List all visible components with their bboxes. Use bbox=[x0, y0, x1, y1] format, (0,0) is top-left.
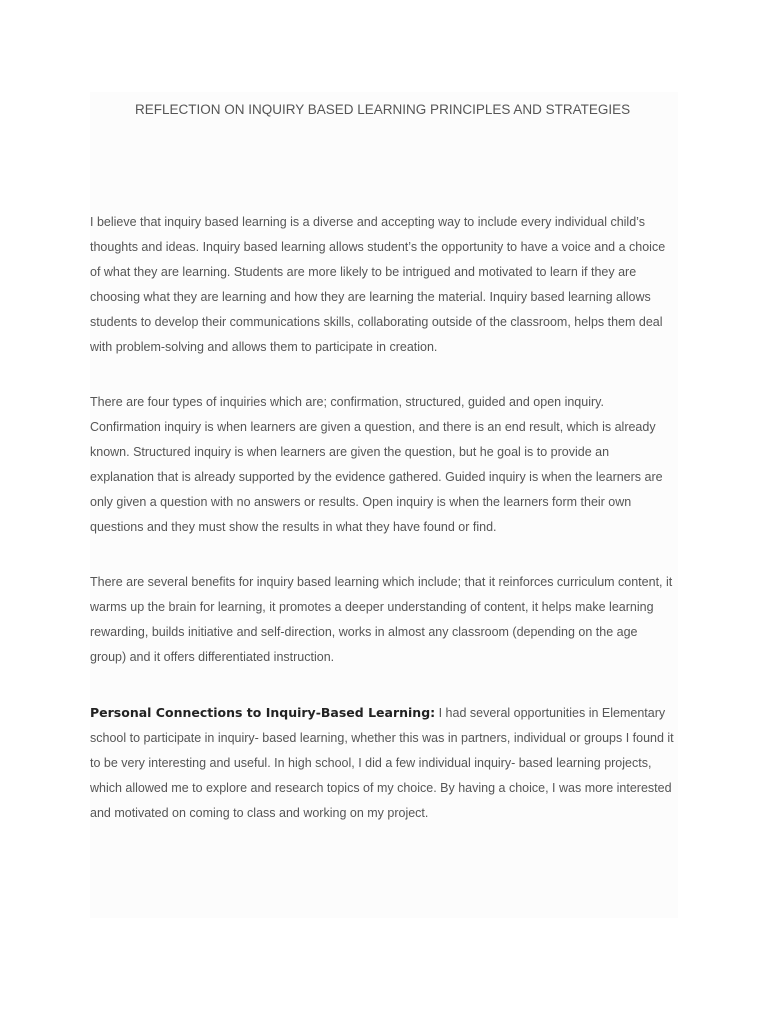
text-line: with problem-solving and allows them to participate in creation. bbox=[90, 340, 438, 354]
document-title: REFLECTION ON INQUIRY BASED LEARNING PRINCIPLES AND STRATEGIES bbox=[135, 102, 631, 117]
text-line: students to develop their communications skills, collaborating outside of the classroom, helps them deal bbox=[90, 315, 663, 329]
text-line: Confirmation inquiry is when learners are given a question, and there is an end result, which is already bbox=[90, 420, 656, 434]
text-line: and motivated on coming to class and working on my project. bbox=[90, 806, 429, 820]
text-line bbox=[90, 700, 682, 726]
text-line: questions and they must show the results in what they have found or find. bbox=[90, 520, 497, 534]
text-line: only given a question with no answers or results. Open inquiry is when the learners form their own bbox=[90, 495, 632, 509]
text-line: to be very interesting and useful. In high school, I did a few individual inquiry- based learning projects, bbox=[90, 756, 652, 770]
text-line: rewarding, builds initiative and self-direction, works in almost any classroom (depending on the age bbox=[90, 625, 638, 639]
text-line: There are four types of inquiries which are; confirmation, structured, guided and open inquiry. bbox=[90, 395, 604, 409]
text-line: known. Structured inquiry is when learners are given the question, but he goal is to provide an bbox=[90, 445, 610, 459]
text-line: choosing what they are learning and how they are learning the material. Inquiry based learning allows bbox=[90, 290, 651, 304]
personal-connections-heading: Personal Connections to Inquiry-Based Learning: bbox=[90, 705, 436, 720]
paragraph-personal-connections bbox=[90, 700, 682, 826]
text-line: of what they are learning. Students are more likely to be intrigued and motivated to learn if they are bbox=[90, 265, 637, 279]
text-line: explanation that is already supported by the evidence gathered. Guided inquiry is when the learners are bbox=[90, 470, 663, 484]
text-line: which allowed me to explore and research topics of my choice. By having a choice, I was more interested bbox=[90, 781, 672, 795]
text-line: warms up the brain for learning, it promotes a deeper understanding of content, it helps make learning bbox=[90, 600, 654, 614]
paragraph-inquiry-types bbox=[90, 390, 682, 540]
text-fragment: I had several opportunities in Elementary bbox=[435, 706, 666, 720]
paragraph-benefits bbox=[90, 570, 682, 670]
text-line: thoughts and ideas. Inquiry based learning allows student’s the opportunity to have a voice and a choice bbox=[90, 240, 666, 254]
text-line: group) and it offers differentiated instruction. bbox=[90, 650, 335, 664]
text-line: I believe that inquiry based learning is a diverse and accepting way to include every individual child’s bbox=[90, 215, 645, 229]
paragraph-inquiry-belief bbox=[90, 210, 682, 360]
text-line: school to participate in inquiry- based learning, whether this was in partners, individual or groups I found it bbox=[90, 731, 674, 745]
text-line: There are several benefits for inquiry based learning which include; that it reinforces curriculum content, it bbox=[90, 575, 673, 589]
